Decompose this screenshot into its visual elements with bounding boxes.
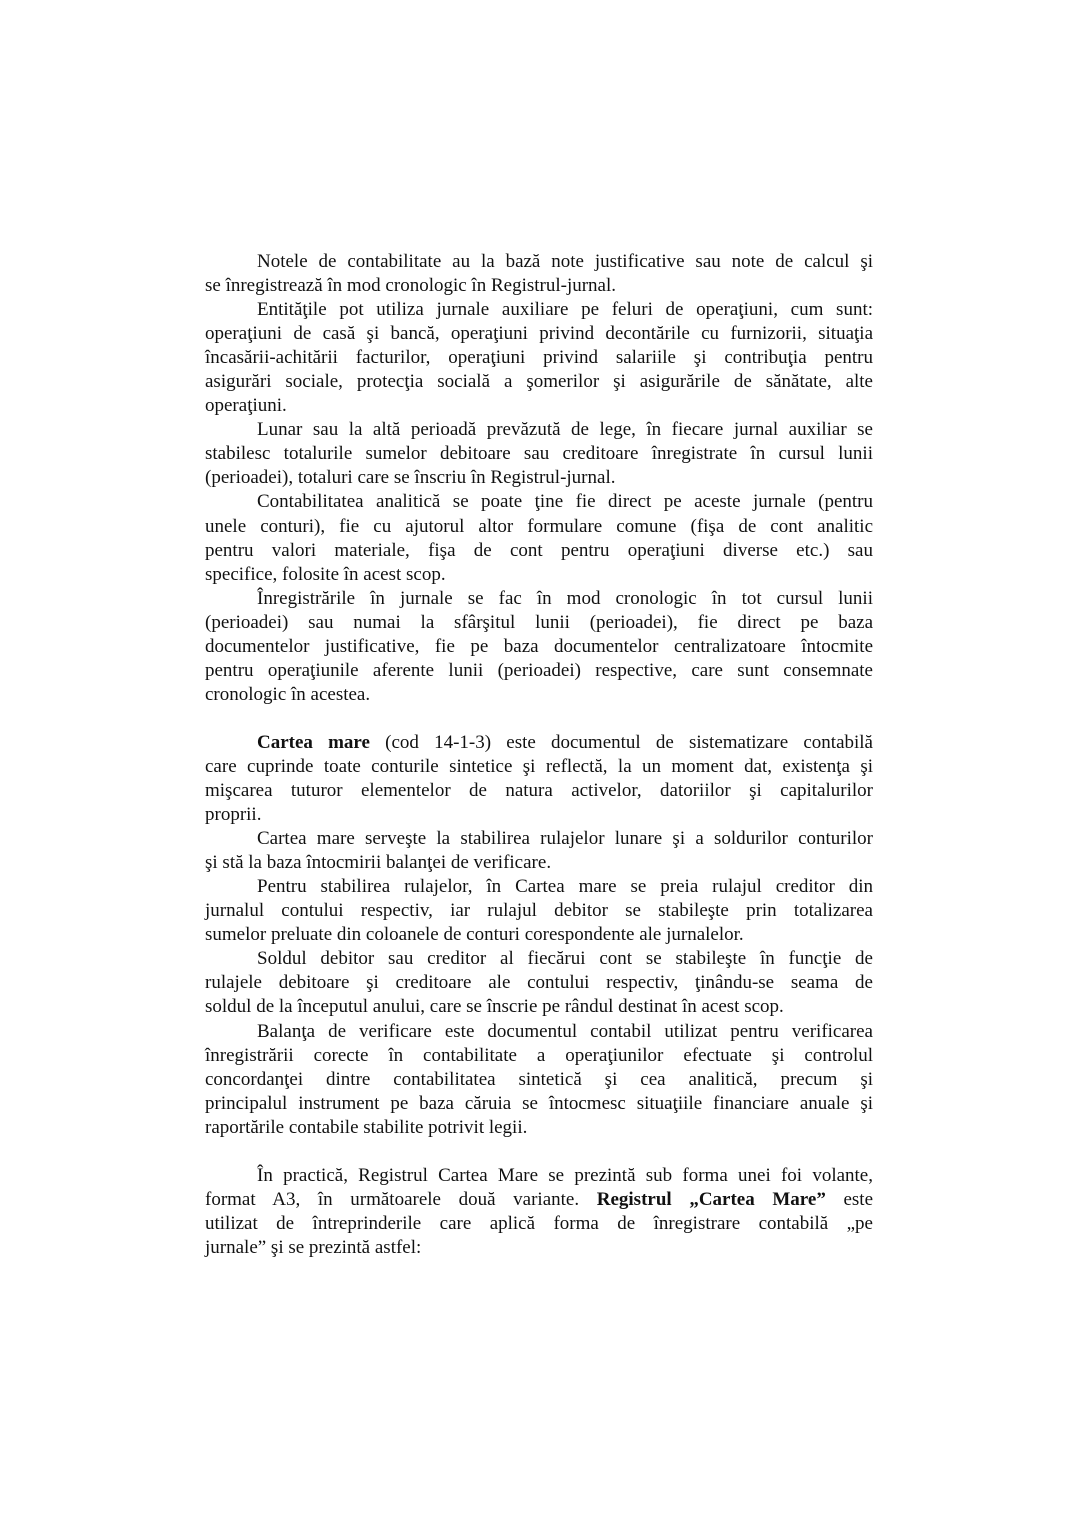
paragraph-spacer — [205, 1140, 873, 1164]
text-line — [205, 611, 873, 635]
text-segment: care cuprinde toate conturile sintetice şi reflectă, la un moment dat, existenţa şi — [205, 755, 873, 777]
text-line — [205, 1164, 873, 1188]
text-segment: cronologic în acestea. — [205, 683, 371, 705]
text-line — [205, 875, 873, 899]
text-segment: Pentru stabilirea rulajelor, în Cartea mare se preia rulajul creditor din — [257, 876, 873, 898]
text-segment: unele conturi), fie cu ajutorul altor formulare comune (fişa de cont analitic — [205, 515, 873, 537]
text-line — [205, 683, 873, 707]
text-segment: (perioadei) sau numai la sfârşitul lunii (perioadei), fie direct pe baza — [205, 611, 873, 633]
text-segment: jurnale” şi se prezintă astfel: — [205, 1236, 422, 1258]
text-line — [205, 515, 873, 539]
text-segment: înregistrării corecte în contabilitate a operaţiunilor efectuate şi controlul — [205, 1044, 873, 1066]
bold-term: Cartea mare — [257, 731, 370, 753]
text-line — [205, 466, 873, 490]
bold-term: Registrul „Cartea Mare” — [596, 1188, 826, 1210]
text-segment: concordanţei dintre contabilitatea sintetică şi cea analitică, precum şi — [205, 1068, 873, 1090]
text-line — [205, 899, 873, 923]
text-line — [205, 490, 873, 514]
text-segment: stabilesc totalurile sumelor debitoare sau creditoare înregistrate în cursul lunii — [205, 443, 873, 465]
text-line — [205, 827, 873, 851]
text-line — [205, 298, 873, 322]
text-segment: Cartea mare serveşte la stabilirea rulajelor lunare şi a soldurilor conturilor — [257, 828, 873, 850]
text-line — [205, 1020, 873, 1044]
text-segment: este — [825, 1188, 874, 1210]
text-segment: se înregistrează în mod cronologic în Registrul-jurnal. — [205, 275, 617, 297]
text-line — [205, 274, 873, 298]
text-segment: operaţiuni. — [205, 395, 287, 417]
text-line — [205, 1116, 873, 1140]
text-line — [205, 1188, 873, 1212]
text-segment: specifice, folosite în acest scop. — [205, 563, 446, 585]
text-segment: Lunar sau la altă perioadă prevăzută de lege, în fiecare jurnal auxiliar se — [257, 419, 873, 441]
paragraph — [205, 731, 873, 827]
text-line — [205, 947, 873, 971]
text-line — [205, 995, 873, 1019]
text-line — [205, 635, 873, 659]
text-segment: Notele de contabilitate au la bază note justificative sau note de calcul şi — [257, 251, 873, 272]
text-segment: format A3, în următoarele două variante. — [205, 1188, 597, 1210]
text-segment: (cod 14-1-3) este documentul de sistematizare contabilă — [369, 731, 873, 753]
text-line — [205, 971, 873, 995]
paragraph — [205, 875, 873, 947]
text-line — [205, 923, 873, 947]
text-segment: principalul instrument pe baza căruia se întocmesc situaţiile financiare anuale şi — [205, 1092, 873, 1114]
paragraph — [205, 947, 873, 1019]
text-segment: raportările contabile stabilite potrivit legii. — [205, 1116, 528, 1138]
text-line — [205, 394, 873, 418]
text-line — [205, 563, 873, 587]
text-line — [205, 1044, 873, 1068]
text-line — [205, 803, 873, 827]
text-line — [205, 322, 873, 346]
text-line — [205, 418, 873, 442]
document-body — [205, 250, 873, 1260]
text-segment: utilizat de întreprinderile care aplică forma de înregistrare contabilă „pe — [205, 1212, 873, 1234]
text-segment: documentelor justificative, fie pe baza documentelor centralizatoare întocmite — [205, 635, 873, 657]
text-segment: soldul de la începutul anului, care se înscrie pe rândul destinat în acest scop. — [205, 996, 784, 1018]
text-line — [205, 731, 873, 755]
text-line — [205, 779, 873, 803]
text-segment: mişcarea tuturor elementelor de natura activelor, datoriilor şi capitalurilor — [205, 780, 873, 802]
text-segment: Soldul debitor sau creditor al fiecărui cont se stabileşte în funcţie de — [257, 948, 873, 970]
text-segment: jurnalul contului respectiv, iar rulajul debitor se stabileşte prin totalizarea — [205, 900, 873, 922]
text-segment: operaţiuni de casă şi bancă, operaţiuni privind decontările cu furnizorii, situaţia — [205, 323, 873, 345]
text-line — [205, 1236, 873, 1260]
text-line — [205, 1212, 873, 1236]
text-line — [205, 370, 873, 394]
text-line — [205, 1092, 873, 1116]
text-line — [205, 587, 873, 611]
paragraph — [205, 490, 873, 586]
text-segment: sumelor preluate din coloanele de conturi corespondente ale jurnalelor. — [205, 924, 744, 946]
paragraph-spacer — [205, 707, 873, 731]
text-segment: În practică, Registrul Cartea Mare se prezintă sub forma unei foi volante, — [257, 1164, 873, 1186]
text-segment: pentru operaţiunile aferente lunii (perioadei) respective, care sunt consemnate — [205, 659, 873, 681]
text-segment: rulajele debitoare şi creditoare ale contului respectiv, ţinându-se seama de — [205, 972, 873, 994]
text-segment: (perioadei), totaluri care se înscriu în Registrul-jurnal. — [205, 467, 616, 489]
text-segment: încasării-achitării facturilor, operaţiuni privind salariile şi contribuţia pentru — [205, 347, 873, 369]
paragraph — [205, 827, 873, 875]
paragraph — [205, 418, 873, 490]
text-line — [205, 851, 873, 875]
paragraph — [205, 1020, 873, 1140]
text-line — [205, 755, 873, 779]
text-segment: Balanţa de verificare este documentul contabil utilizat pentru verificarea — [257, 1020, 873, 1042]
paragraph — [205, 250, 873, 298]
text-line — [205, 250, 873, 274]
text-segment: Înregistrările în jurnale se fac în mod cronologic în tot cursul lunii — [257, 587, 873, 609]
text-segment: pentru valori materiale, fişa de cont pentru operaţiuni diverse etc.) sau — [205, 539, 873, 561]
text-segment: Entităţile pot utiliza jurnale auxiliare pe feluri de operaţiuni, cum sunt: — [257, 299, 873, 321]
paragraph — [205, 298, 873, 418]
text-line — [205, 1068, 873, 1092]
paragraph — [205, 587, 873, 707]
text-line — [205, 539, 873, 563]
text-segment: şi stă la baza întocmirii balanţei de verificare. — [205, 852, 552, 874]
text-line — [205, 346, 873, 370]
text-segment: proprii. — [205, 804, 262, 826]
text-line — [205, 659, 873, 683]
text-segment: Contabilitatea analitică se poate ţine fie direct pe aceste jurnale (pentru — [257, 491, 873, 513]
text-line — [205, 442, 873, 466]
text-segment: asigurări sociale, protecţia socială a şomerilor şi asigurările de sănătate, alte — [205, 371, 873, 393]
paragraph — [205, 1164, 873, 1260]
